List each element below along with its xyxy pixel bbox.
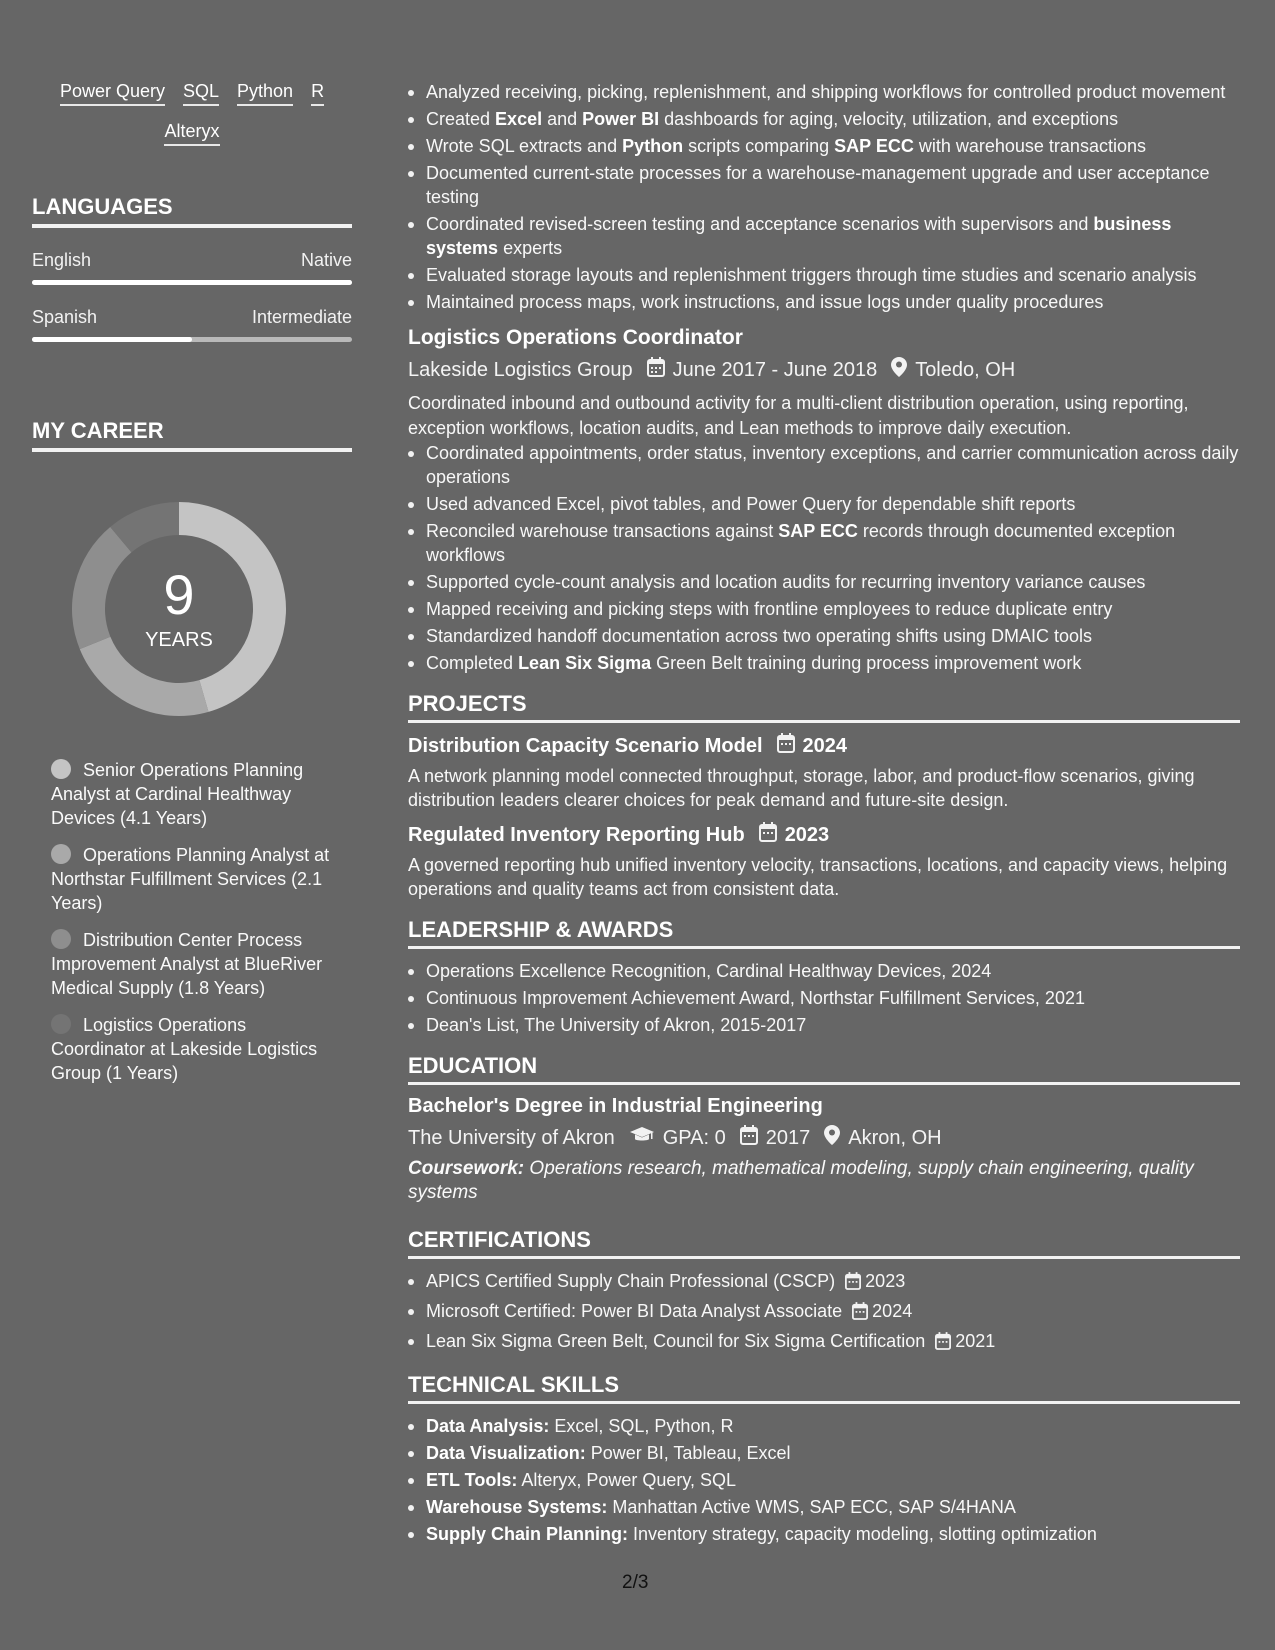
language-proficiency-bar: [32, 280, 352, 285]
career-item: Distribution Center Process Improvement Analyst at BlueRiver Medical Supply (1.8 Years): [51, 930, 323, 998]
certification-item: APICS Certified Supply Chain Professional (CSCP) 2023: [408, 1269, 1240, 1296]
career-item: Logistics Operations Coordinator at Lakeside Logistics Group (1 Years): [51, 1015, 318, 1083]
education-heading: EDUCATION: [408, 1053, 1240, 1085]
language-name: Spanish: [32, 307, 98, 327]
certification-year: 2021: [955, 1331, 996, 1351]
tool-tag: R: [311, 80, 324, 106]
bullet-item: Coordinated appointments, order status, inventory exceptions, and carrier communication across daily operations: [408, 441, 1240, 489]
certification-year: 2024: [872, 1301, 913, 1321]
career-item: Operations Planning Analyst at Northstar Fulfillment Services (2.1 Years): [51, 845, 330, 913]
projects-heading: PROJECTS: [408, 691, 1240, 723]
awards-heading: LEADERSHIP & AWARDS: [408, 917, 1240, 949]
main-content: [408, 80, 1240, 1549]
school-location: Akron, OH: [848, 1126, 942, 1149]
tool-tag: Power Query: [60, 80, 165, 106]
language-spanish: [32, 307, 352, 342]
job-location: Toledo, OH: [915, 358, 1016, 381]
education-meta: [408, 1125, 1240, 1151]
calendar-icon: [740, 1125, 758, 1151]
award-item: Dean's List, The University of Akron, 2015-2017: [408, 1013, 1240, 1037]
calendar-icon: [759, 822, 777, 848]
award-item: Continuous Improvement Achievement Award, Northstar Fulfillment Services, 2021: [408, 986, 1240, 1010]
job-bullets: [408, 441, 1240, 675]
bullet-item: Used advanced Excel, pivot tables, and Power Query for dependable shift reports: [408, 492, 1240, 516]
prev-job-bullets: [408, 80, 1240, 314]
job-description: Coordinated inbound and outbound activity for a multi-client distribution operation, using reporting, exception workflows, location audits, and Lean methods to improve daily execution.: [408, 393, 1189, 438]
languages-heading: LANGUAGES: [32, 194, 352, 228]
bullet-item: Coordinated revised-screen testing and acceptance scenarios with supervisors and business systems experts: [408, 212, 1240, 260]
career-total-years: 9: [163, 562, 195, 626]
tool-tag: Python: [237, 80, 293, 106]
career-donut-chart: [64, 494, 294, 724]
bullet-item: Evaluated storage layouts and replenishment triggers through time studies and scenario analysis: [408, 263, 1240, 287]
skill-item: Supply Chain Planning: Inventory strategy, capacity modeling, slotting optimization: [408, 1522, 1240, 1546]
school-name: The University of Akron: [408, 1126, 615, 1149]
project-item: [408, 822, 1240, 901]
calendar-icon: [777, 733, 795, 759]
skill-item: Data Visualization: Power BI, Tableau, Excel: [408, 1441, 1240, 1465]
language-english: [32, 250, 352, 285]
project-year: 2023: [784, 823, 830, 846]
awards-list: [408, 959, 1240, 1037]
company-name: Lakeside Logistics Group: [408, 358, 633, 381]
job-title: Logistics Operations Coordinator: [408, 326, 743, 349]
language-level: Native: [300, 250, 352, 270]
degree-title: Bachelor's Degree in Industrial Engineering: [408, 1095, 823, 1117]
project-year: 2024: [802, 734, 848, 757]
legend-dot: [51, 844, 71, 864]
bullet-item: Analyzed receiving, picking, replenishment, and shipping workflows for controlled product movement: [408, 80, 1240, 104]
certification-year: 2023: [865, 1271, 906, 1291]
bullet-item: Created Excel and Power BI dashboards for aging, velocity, utilization, and exceptions: [408, 107, 1240, 131]
sidebar: [32, 80, 352, 1098]
certifications-list: [408, 1269, 1240, 1356]
career-heading: MY CAREER: [32, 418, 352, 452]
language-name: English: [32, 250, 92, 270]
skills-heading: TECHNICAL SKILLS: [408, 1372, 1240, 1404]
career-list: [32, 758, 352, 1085]
tool-tag: SQL: [183, 80, 219, 106]
language-proficiency-bar: [32, 337, 352, 342]
page-number: 2/3: [622, 1572, 649, 1593]
skill-item: ETL Tools: Alteryx, Power Query, SQL: [408, 1468, 1240, 1492]
location-pin-icon: [824, 1125, 840, 1151]
coursework: [408, 1157, 1240, 1205]
project-item: [408, 733, 1240, 812]
tool-tags: [32, 80, 352, 146]
location-pin-icon: [891, 357, 907, 383]
certification-item: Microsoft Certified: Power BI Data Analyst Associate 2024: [408, 1299, 1240, 1326]
bullet-item: Reconciled warehouse transactions against SAP ECC records through documented exception workflows: [408, 519, 1240, 567]
graduation-year: 2017: [765, 1126, 811, 1149]
project-description: A governed reporting hub unified inventory velocity, transactions, locations, and capacity views, helping operations and quality teams act from consistent data.: [408, 855, 1228, 899]
bullet-item: Supported cycle-count analysis and location audits for recurring inventory variance causes: [408, 570, 1240, 594]
career-item: Senior Operations Planning Analyst at Cardinal Healthway Devices (4.1 Years): [51, 760, 304, 828]
calendar-icon: [647, 357, 665, 383]
coursework-text: Operations research, mathematical modeling, supply chain engineering, quality systems: [408, 1158, 1194, 1203]
bullet-item: Documented current-state processes for a warehouse-management upgrade and user acceptance testing: [408, 161, 1240, 209]
graduation-cap-icon: [629, 1126, 655, 1150]
tool-tag: Alteryx: [164, 120, 219, 146]
skill-item: Data Analysis: Excel, SQL, Python, R: [408, 1414, 1240, 1438]
language-level: Intermediate: [251, 307, 352, 327]
bullet-item: Wrote SQL extracts and Python scripts comparing SAP ECC with warehouse transactions: [408, 134, 1240, 158]
bullet-item: Mapped receiving and picking steps with frontline employees to reduce duplicate entry: [408, 597, 1240, 621]
coursework-label: Coursework:: [408, 1158, 525, 1179]
project-title: Regulated Inventory Reporting Hub: [408, 823, 745, 846]
award-item: Operations Excellence Recognition, Cardinal Healthway Devices, 2024: [408, 959, 1240, 983]
calendar-icon: [852, 1302, 868, 1326]
job-entry: [408, 326, 1240, 675]
skill-item: Warehouse Systems: Manhattan Active WMS, SAP ECC, SAP S/4HANA: [408, 1495, 1240, 1519]
career-unit: YEARS: [145, 628, 213, 651]
legend-dot: [51, 759, 71, 779]
project-title: Distribution Capacity Scenario Model: [408, 734, 763, 757]
job-meta: [408, 357, 1240, 383]
calendar-icon: [845, 1272, 861, 1296]
legend-dot: [51, 929, 71, 949]
bullet-item: Standardized handoff documentation across two operating shifts using DMAIC tools: [408, 624, 1240, 648]
job-dates: June 2017 - June 2018: [672, 358, 878, 381]
skills-list: [408, 1414, 1240, 1546]
bullet-item: Maintained process maps, work instructions, and issue logs under quality procedures: [408, 290, 1240, 314]
certifications-heading: CERTIFICATIONS: [408, 1227, 1240, 1259]
education-entry: [408, 1095, 1240, 1205]
legend-dot: [51, 1014, 71, 1034]
certification-item: Lean Six Sigma Green Belt, Council for Six Sigma Certification 2021: [408, 1329, 1240, 1356]
gpa: GPA: 0: [662, 1126, 726, 1149]
calendar-icon: [935, 1332, 951, 1356]
project-description: A network planning model connected throughput, storage, labor, and product-flow scenarios, giving distribution leaders clearer choices for peak demand and future-site design.: [408, 766, 1195, 810]
bullet-item: Completed Lean Six Sigma Green Belt training during process improvement work: [408, 651, 1240, 675]
